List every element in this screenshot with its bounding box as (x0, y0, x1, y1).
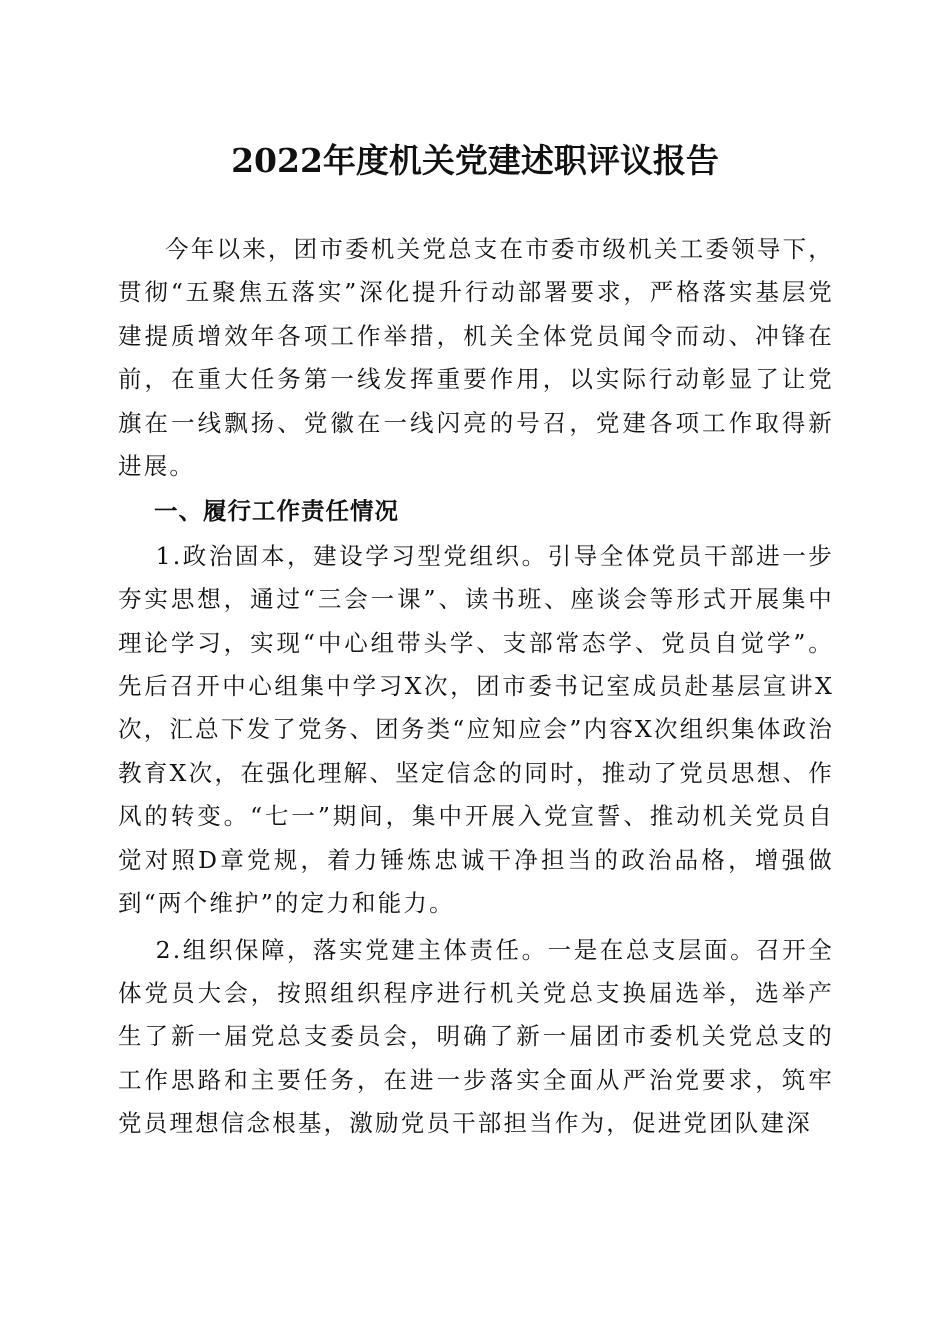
intro-paragraph: 今年以来，团市委机关党总支在市委市级机关工委领导下，贯彻“五聚焦五落实”深化提升行动部署要求，严格落实基层党建提质增效年各项工作举措，机关全体党员闻令而动、冲锋在前，在重大任务第一线发挥重要作用，以实际行动彰显了让党旗在一线飘扬、党徽在一线闪亮的号召，党建各项工作取得新进展。 (118, 235, 834, 481)
item-1-paragraph: 1.政治固本，建设学习型党组织。引导全体党员干部进一步夯实思想，通过“三会一课”、读书班、座谈会等形式开展集中理论学习，实现“中心组带头学、支部常态学、党员自觉学”。先后召开中心组集中学习X次，团市委书记室成员赴基层宣讲X次，汇总下发了党务、团务类“应知应会”内容X次组织集体政治教育X次，在强化理解、坚定信念的同时，推动了党员思想、作风的转变。“七一”期间，集中开展入党宣誓、推动机关党员自觉对照D章党规，着力锤炼忠诚干净担当的政治品格，增强做到“两个维护”的定力和能力。 (118, 541, 834, 918)
item-2-paragraph: 2.组织保障，落实党建主体责任。一是在总支层面。召开全体党员大会，按照组织程序进行机关党总支换届选举，选举产生了新一届党总支委员会，明确了新一届团市委机关党总支的工作思路和主要任务，在进一步落实全面从严治党要求，筑牢党员理想信念根基，激励党员干部担当作为，促进党团队建深 (118, 935, 834, 1138)
document-title: 2022年度机关党建述职评议报告 (231, 141, 719, 180)
section-heading: 一、履行工作责任情况 (154, 497, 399, 526)
document-body (118, 228, 834, 1146)
